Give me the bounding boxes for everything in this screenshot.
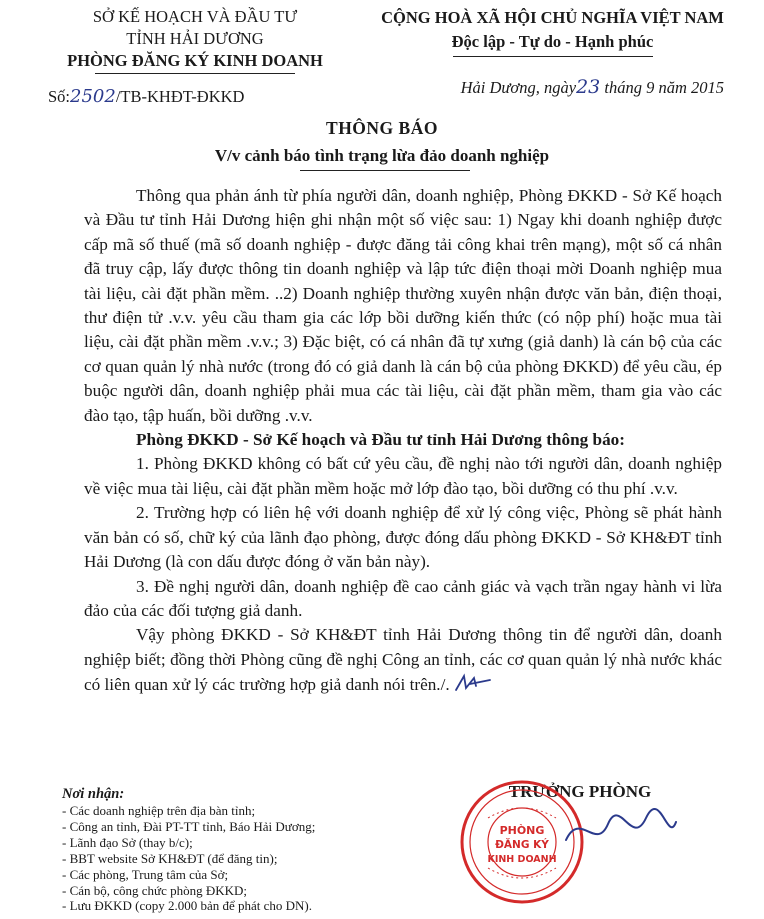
body-paragraph-announce: Phòng ĐKKD - Sở Kế hoạch và Đầu tư tỉnh Hải Dương thông báo: — [136, 430, 625, 450]
national-motto: Độc lập - Tự do - Hạnh phúc — [451, 32, 654, 51]
body-item-1: 1. Phòng ĐKKD không có bất cứ yêu cầu, đề nghị nào tới người dân, doanh nghiệp về việc mua tài liệu, cài đặt phần mềm hoặc mở lớp đào tạo, bồi dưỡng có thu phí .v.v. — [84, 454, 722, 498]
document-number — [48, 86, 244, 107]
list-item: - BBT website Sở KH&ĐT (để đăng tin); — [62, 850, 278, 866]
document-number-suffix: /TB-KHĐT-ĐKKD — [115, 87, 245, 106]
list-item: - Lãnh đạo Sở (thay b/c); — [62, 834, 193, 850]
body-closing — [84, 623, 722, 697]
recipients-title: Nơi nhận: — [62, 786, 125, 802]
list-item: - Các phòng, Trung tâm của Sở; — [62, 866, 229, 882]
list-item: - Các doanh nghiệp trên địa bàn tỉnh; — [62, 803, 256, 818]
place-date — [461, 76, 724, 98]
initial-signature-icon — [454, 672, 492, 694]
issuer-line-2: TỈNH HẢI DƯƠNG — [126, 29, 264, 48]
recipients-list — [62, 803, 315, 914]
document-body — [84, 184, 722, 698]
list-item: - Cán bộ, công chức phòng ĐKKD; — [62, 882, 248, 898]
list-item: - Lưu ĐKKD (copy 2.000 bản để phát cho DN). — [62, 898, 313, 914]
national-title: CỘNG HOÀ XÃ HỘI CHỦ NGHĨA VIỆT NAM — [381, 8, 724, 27]
stamp-text-1: PHÒNG — [499, 824, 545, 837]
document-title: THÔNG BÁO — [326, 118, 438, 138]
national-header — [355, 6, 750, 57]
document-number-prefix: Số: — [48, 87, 71, 106]
motto-underline — [453, 56, 653, 57]
body-item-3: 3. Đề nghị người dân, doanh nghiệp đề cao cảnh giác và vạch trần ngay hành vi lừa đảo của các đối tượng giả danh. — [84, 576, 722, 620]
subtitle-underline — [300, 170, 470, 171]
issuer-line-1: SỞ KẾ HOẠCH VÀ ĐẦU TƯ — [92, 7, 298, 26]
place-date-suffix: tháng 9 năm 2015 — [600, 78, 724, 97]
stamp-text-3: KINH DOANH — [487, 854, 557, 865]
date-day-handwritten: 23 — [576, 76, 601, 98]
issuer-block — [40, 6, 350, 74]
body-paragraph-1: Thông qua phản ánh từ phía người dân, doanh nghiệp, Phòng ĐKKD - Sở Kế hoạch và Đầu tư tỉnh Hải Dương hiện ghi nhận một số việc sau: 1) Ngay khi doanh nghiệp được cấp mã số thuế (mã số doanh nghiệp - được đăng tải công khai trên mạng), một số cá nhân đã truy cập, lấy được thông tin doanh nghiệp và lập tức điện thoại mời Doanh nghiệp mua tài liệu, cài đặt phần mềm. ..2) Doanh nghiệp thường xuyên nhận được văn bản, điện thoại, thư điện tử .v.v. yêu cầu tham gia các lớp bồi dưỡng kiến thức (có nộp phí) hoặc mua tài liệu, cài đặt phần mềm .v.v.; 3) Đặc biệt, có cá nhân đã tự xưng (giả danh) là cán bộ của các cơ quan quản lý nhà nước (trong đó có giả danh là cán bộ của phòng ĐKKD) để yêu cầu, ép buộc người dân, doanh nghiệp phải mua các tài liệu, cài đặt phần mềm, tham gia vào các đào tạo, tập huấn, bồi dưỡng .v.v. — [84, 186, 722, 425]
signatory-title: TRƯỞNG PHÒNG — [508, 782, 652, 801]
document-subtitle: V/v cảnh báo tình trạng lừa đảo doanh nghiệp — [214, 146, 550, 165]
stamp-text-2: ĐĂNG KÝ — [495, 839, 549, 851]
place-date-prefix: Hải Dương, ngày — [460, 78, 577, 97]
body-item-2: 2. Trường hợp có liên hệ với doanh nghiệp để xử lý công việc, Phòng sẽ phát hành văn bản có số, chữ ký của lãnh đạo phòng, được đóng dấu phòng ĐKKD - Sở KH&ĐT tỉnh Hải Dương (là con dấu được đóng ở văn bản này). — [84, 503, 722, 572]
issuer-underline — [95, 73, 295, 74]
handwritten-signature-icon — [560, 800, 680, 860]
body-closing-text: Vậy phòng ĐKKD - Sở KH&ĐT tỉnh Hải Dương thông tin để người dân, doanh nghiệp biết; đồng thời Phòng cũng đề nghị Công an tỉnh, các cơ quan quản lý nhà nước khác có liên quan xử lý các trường hợp giả danh nói trên./. — [84, 625, 722, 695]
document-number-handwritten: 2502 — [70, 86, 116, 107]
list-item: - Công an tỉnh, Đài PT-TT tỉnh, Báo Hải Dương; — [62, 818, 316, 834]
issuer-line-3: PHÒNG ĐĂNG KÝ KINH DOANH — [67, 51, 323, 70]
